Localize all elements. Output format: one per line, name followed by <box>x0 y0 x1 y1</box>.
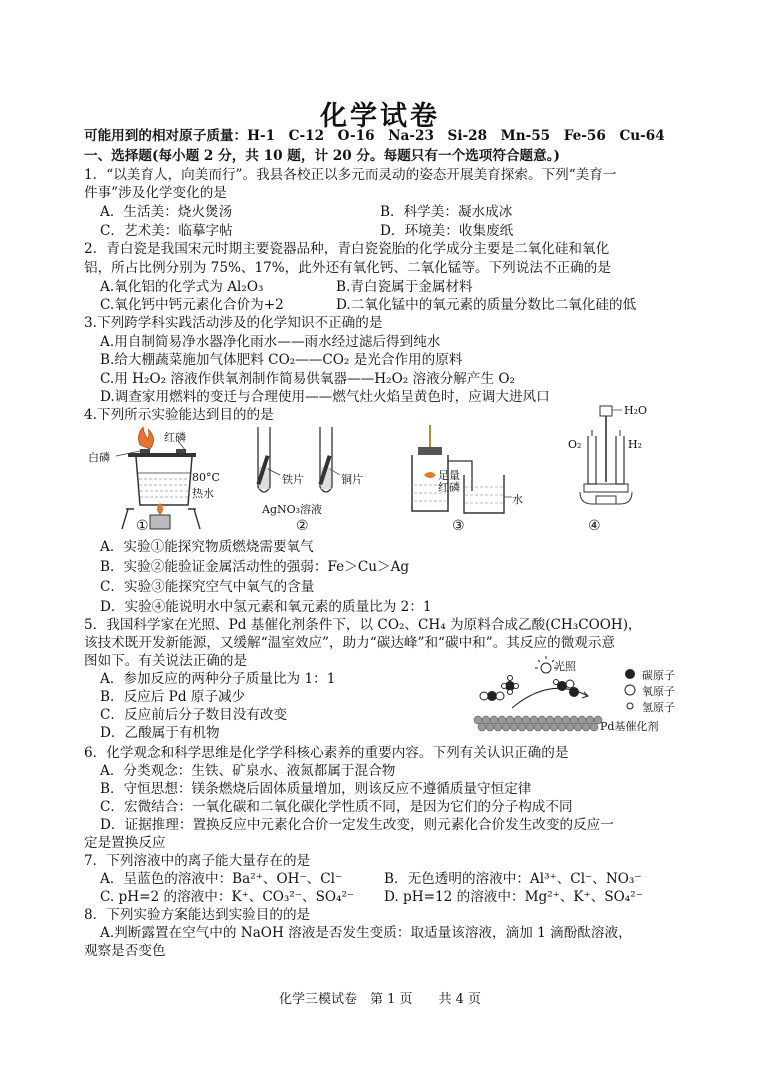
q5-stem-line3: 图如下。有关说法正确的是 <box>84 653 248 669</box>
q4-option-a: A．实验①能探究物质燃烧需要氧气 <box>100 539 314 555</box>
q2-stem-line1: 2．青白瓷是我国宋元时期主要瓷器品种，青白瓷瓷胎的化学成分主要是二氧化硅和氧化 <box>84 241 610 257</box>
q3-option-c: C.用 H₂O₂ 溶液作供氧剂制作简易供氧器——H₂O₂ 溶液分解产生 O₂ <box>100 371 515 387</box>
q2-option-b: B.青白瓷属于金属材料 <box>336 279 473 295</box>
q1-option-c: C．艺术美：临摹字帖 <box>100 223 233 239</box>
copper-piece-label: 铜片 <box>341 473 363 486</box>
q5-option-a: A．参加反应的两种分子质量比为 1：1 <box>100 671 336 687</box>
q4-option-c: C．实验③能探究空气中氧气的含量 <box>100 579 315 595</box>
q7-option-a: A．呈蓝色的溶液中：Ba²⁺、OH⁻、Cl⁻ <box>100 871 343 887</box>
catalyst-label: Pd基催化剂 <box>600 720 659 733</box>
q7-option-b: B．无色透明的溶液中：Al³⁺、Cl⁻、NO₃⁻ <box>384 871 642 887</box>
hydrogen-atom-label: 氢原子 <box>642 701 675 714</box>
hot-water-temp-label: 80°C <box>192 471 220 484</box>
q2-option-d: D.二氧化锰中的氧元素的质量分数比二氧化硅的低 <box>336 297 637 313</box>
hot-water-label: 热水 <box>192 487 214 500</box>
red-p-label: 红磷 <box>438 481 460 494</box>
q4-option-d: D．实验④能说明水中氢元素和氧元素的质量比为 2：1 <box>100 599 432 615</box>
q5-stem-line1: 5．我国科学家在光照、Pd 基催化剂条件下，以 CO₂、CH₄ 为原料合成乙酸(CH₃COOH)， <box>84 617 642 633</box>
q1-stem-line2: 件事”涉及化学变化的是 <box>84 185 227 201</box>
atomic-masses-line: 可能用到的相对原子质量：H-1 C-12 O-16 Na-23 Si-28 Mn-55 Fe-56 Cu-64 <box>84 128 665 144</box>
q1-option-a: A．生活美：烧火煲汤 <box>100 204 233 220</box>
q7-option-d: D. pH=12 的溶液中：Mg²⁺、K⁺、SO₄²⁻ <box>384 889 643 905</box>
silver-nitrate-label: AgNO₃溶液 <box>262 503 323 516</box>
q8-stem: 8．下列实验方案能达到实验目的的是 <box>84 907 311 923</box>
q3-stem: 3.下列跨学科实践活动涉及的化学知识不正确的是 <box>84 315 383 331</box>
q2-option-a: A.氧化铝的化学式为 Al₂O₃ <box>100 279 264 295</box>
q5-stem-line2: 该技术既开发新能源，又缓解“温室效应”，助力“碳达峰”和“碳中和”。其反应的微观示意 <box>84 635 616 651</box>
iron-piece-label: 铁片 <box>282 473 304 486</box>
carbon-atom-label: 碳原子 <box>642 669 675 682</box>
q5-option-c: C．反应前后分子数目没有改变 <box>100 707 288 723</box>
white-phosphorus-label: 白磷 <box>88 451 110 464</box>
q3-option-d: D.调查家用燃料的变迁与合理使用——燃气灶火焰呈黄色时，应调大进风口 <box>100 389 550 405</box>
h2o-label: H₂O <box>624 404 648 417</box>
q6-option-d-line2: 定是置换反应 <box>84 835 166 851</box>
q7-option-c: C. pH=2 的溶液中：K⁺、CO₃²⁻、SO₄²⁻ <box>100 889 355 905</box>
q4-figure-3 <box>404 425 534 517</box>
h2-label: H₂ <box>628 438 643 451</box>
q4-figure-4 <box>566 400 676 512</box>
q7-stem: 7．下列溶液中的离子能大量存在的是 <box>84 853 311 869</box>
q1-stem-line1: 1．“以美育人，向美而行”。我县各校正以多元而灵动的姿态开展美育探索。下列“美育一 <box>84 167 617 183</box>
enough-label: 足量 <box>438 469 460 482</box>
q4-figure-1 <box>88 425 228 537</box>
q6-stem: 6．化学观念和科学思维是化学学科核心素养的重要内容。下列有关认识正确的是 <box>84 745 569 761</box>
o2-label: O₂ <box>568 438 582 451</box>
q8-option-a-line2: 观察是否变色 <box>84 943 166 959</box>
electrolysis-apparatus-diagram <box>566 400 676 512</box>
section-one-heading: 一、选择题(每小题 2 分，共 10 题，计 20 分。每题只有一个选项符合题意。) <box>84 148 560 164</box>
q2-option-c: C.氧化钙中钙元素化合价为+2 <box>100 297 284 313</box>
q4-caption-1: ① <box>136 518 149 534</box>
q4-caption-2: ② <box>296 518 309 534</box>
q4-option-b: B．实验②能验证金属活动性的强弱：Fe＞Cu＞Ag <box>100 559 410 575</box>
q4-caption-4: ④ <box>588 518 601 534</box>
q5-figure <box>470 656 702 736</box>
oxygen-atom-label: 氧原子 <box>642 685 675 698</box>
page-title: 化学试卷 <box>320 101 440 132</box>
water-label: 水 <box>512 493 523 506</box>
q8-option-a-line1: A.判断露置在空气中的 NaOH 溶液是否发生变质：取适量该溶液，滴加 1 滴酚酞溶液， <box>100 925 632 941</box>
red-phosphorus-label: 红磷 <box>164 431 186 444</box>
page-footer: 化学三模试卷 第 1 页 共 4 页 <box>278 992 482 1007</box>
q2-stem-line2: 铝，所占比例分别为 75%、17%，此外还有氧化钙、二氧化锰等。下列说法不正确的是 <box>84 260 611 276</box>
q3-option-a: A.用自制简易净水器净化雨水——雨水经过滤后得到纯水 <box>100 334 441 350</box>
light-label: 光照 <box>554 660 576 673</box>
q4-figure-2 <box>240 425 370 517</box>
q4-caption-3: ③ <box>452 518 465 534</box>
q4-stem: 4.下列所示实验能达到目的的是 <box>84 407 274 423</box>
q6-option-a: A．分类观念：生铁、矿泉水、液氮都属于混合物 <box>100 763 396 779</box>
q6-option-c: C．宏微结合：一氧化碳和二氧化碳化学性质不同，是因为它们的分子构成不同 <box>100 799 573 815</box>
q6-option-b: B．守恒思想：镁条燃烧后固体质量增加，则该反应不遵循质量守恒定律 <box>100 781 532 797</box>
q1-option-b: B．科学美：凝水成冰 <box>380 204 513 220</box>
q1-option-d: D．环境美：收集废纸 <box>380 223 514 239</box>
q3-option-b: B.给大棚蔬菜施加气体肥料 CO₂——CO₂ 是光合作用的原料 <box>100 352 463 368</box>
q6-option-d-line1: D．证据推理：置换反应中元素化合价一定发生改变，则元素化合价发生改变的反应一 <box>100 817 614 833</box>
q5-option-d: D．乙酸属于有机物 <box>100 725 220 741</box>
q5-option-b: B．反应后 Pd 原子减少 <box>100 689 246 705</box>
